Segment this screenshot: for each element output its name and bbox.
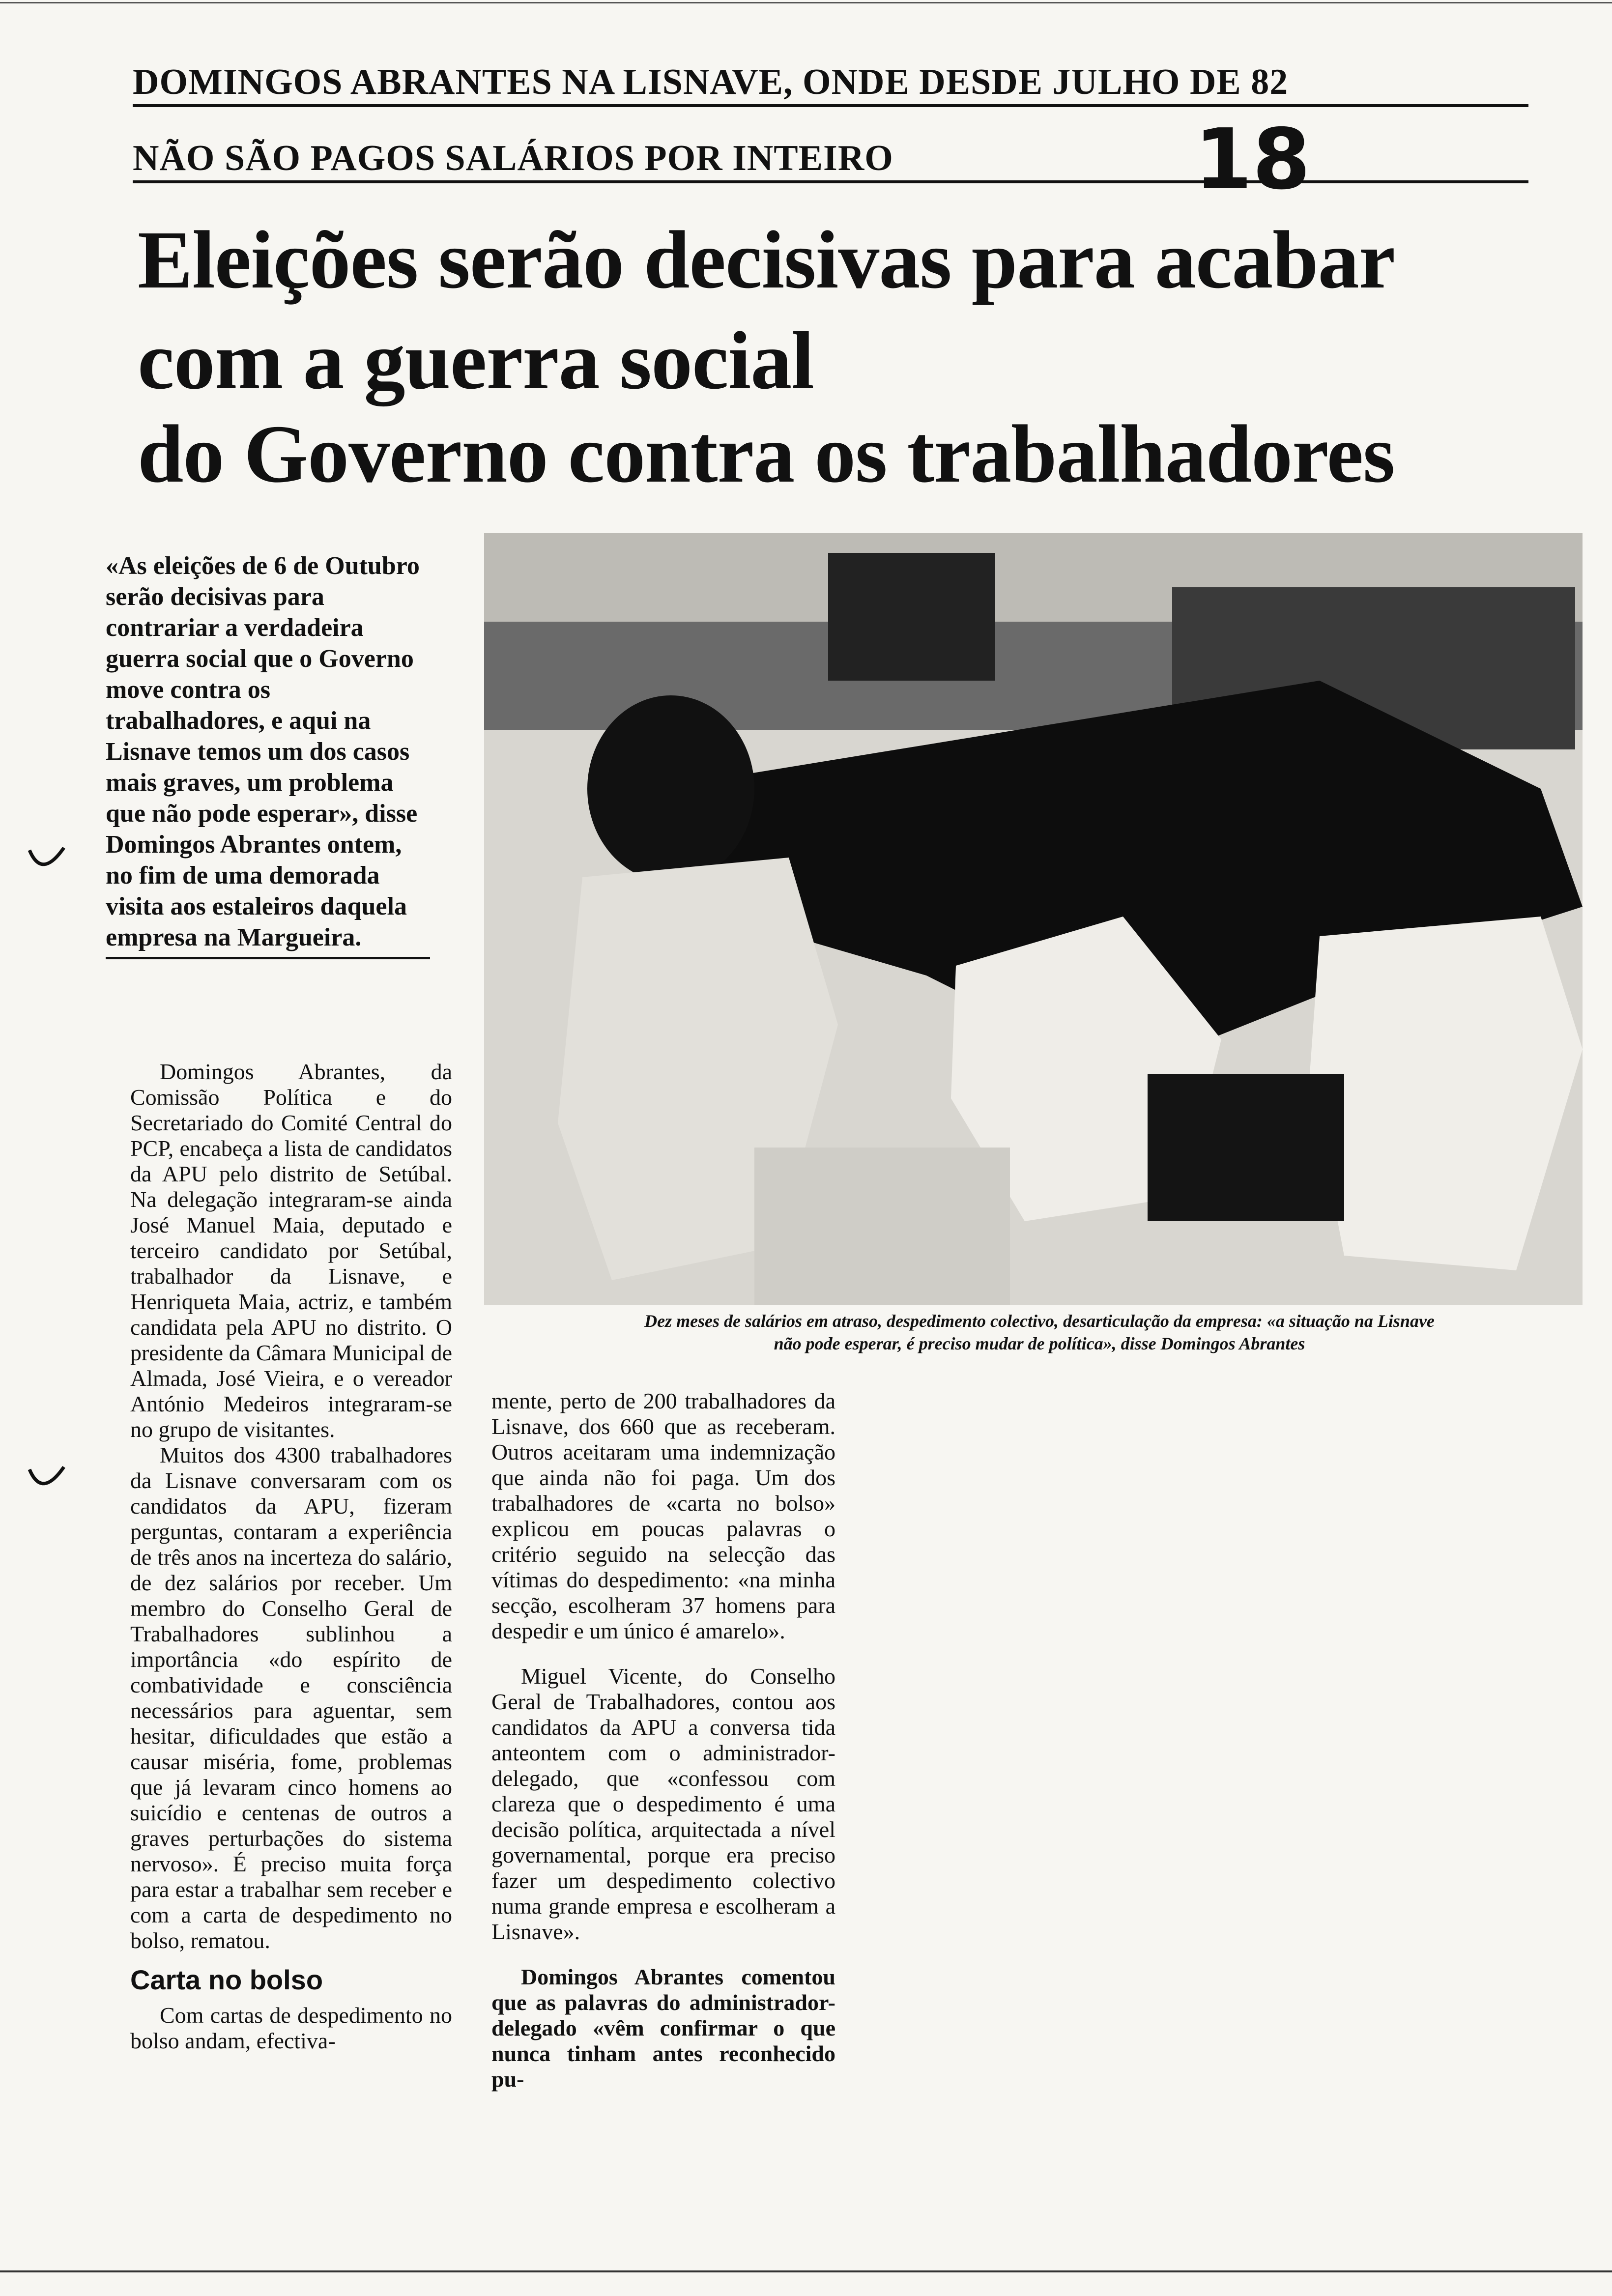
kicker-line-2: NÃO SÃO PAGOS SALÁRIOS POR INTEIRO <box>133 140 1528 183</box>
handwritten-page-number: 18 <box>1194 111 1311 208</box>
body-column-2 <box>491 1388 835 2092</box>
body-paragraph-1: Domingos Abrantes, da Comissão Política e do Secretariado do Comité Central do PCP, encabeça a lista de candidatos da APU pelo distrito de Setúbal. Na delegação integraram-se ainda José Manuel Maia, deputado e terceiro candidato por Setúbal, trabalhador da Lisnave, e Henriqueta Maia, actriz, e também candidata pela APU no distrito. O presidente da Câmara Municipal de Almada, José Vieira, e o vereador António Medeiros integraram-se no grupo de visitantes. <box>130 1059 452 1442</box>
margin-check-mark-1 <box>27 845 66 880</box>
body-column-1 <box>130 1059 452 2054</box>
lead-paragraph: «As eleições de 6 de Outubro serão decisivas para contrariar a verdadeira guerra social que o Governo move contra os trabalhadores, e aqui na Lisnave temos um dos casos mais graves, um problema que não pode esperar», disse Domingos Abrantes ontem, no fim de uma demorada visita aos estaleiros daquela empresa na Margueira. <box>106 550 430 959</box>
bottom-rule <box>0 2270 1612 2272</box>
headline-line-1: Eleições serão decisivas para acabar <box>138 214 1395 306</box>
body-paragraph-6: Domingos Abrantes comentou que as palavras do administrador-delegado «vêm confirmar o que nunca tinham antes reconhecido pu- <box>491 1964 835 2092</box>
body-paragraph-2: Muitos dos 4300 trabalhadores da Lisnave conversaram com os candidatos da APU, fizeram perguntas, contaram a experiência de três anos na incerteza do salário, de dez salários por receber. Um membro do Conselho Geral de Trabalhadores sublinhou a importância «do espírito de combatividade e consciência necessários para aguentar, sem hesitar, dificuldades que estão a causar miséria, fome, problemas que já levaram cinco homens ao suicídio e centenas de outros a graves perturbações do sistema nervoso». É preciso muita força para estar a trabalhar sem receber e com a carta de despedimento no bolso, rematou. <box>130 1442 452 1953</box>
body-paragraph-3: Com cartas de despedimento no bolso andam, efectiva- <box>130 2003 452 2053</box>
body-paragraph-4: mente, perto de 200 trabalhadores da Lisnave, dos 660 que as receberam. Outros aceitaram uma indemnização que ainda não foi paga. Um dos trabalhadores de «carta no bolso» explicou em poucas palavras o critério seguido na selecção das vítimas do despedimento: «na minha secção, escolheram 37 homens para despedir e um único é amarelo». <box>491 1388 835 1643</box>
photo-caption-line-2: não pode esperar, é preciso mudar de política», disse Domingos Abrantes <box>774 1334 1305 1353</box>
photo-caption <box>491 1310 1587 1355</box>
body-paragraph-5: Miguel Vicente, do Conselho Geral de Trabalhadores, contou aos candidatos da APU a conversa tida anteontem com o administrador-delegado, que «confessou com clareza que o despedimento é uma decisão política, arquitectada a nível governamental, porque era preciso fazer um despedimento colectivo numa grande empresa e escolheram a Lisnave». <box>491 1664 835 1944</box>
kicker-line-1: DOMINGOS ABRANTES NA LISNAVE, ONDE DESDE JULHO DE 82 <box>133 64 1528 107</box>
top-rule <box>0 2 1612 3</box>
body-subhead: Carta no bolso <box>130 1964 323 1995</box>
headline-line-3: do Governo contra os trabalhadores <box>138 408 1395 500</box>
news-photo <box>484 533 1583 1305</box>
news-photo-image <box>484 533 1583 1305</box>
photo-caption-line-1: Dez meses de salários em atraso, despedimento colectivo, desarticulação da empresa: «a situação na Lisnave <box>644 1311 1435 1331</box>
headline-line-2: com a guerra social <box>138 315 814 406</box>
margin-check-mark-2 <box>27 1464 66 1499</box>
